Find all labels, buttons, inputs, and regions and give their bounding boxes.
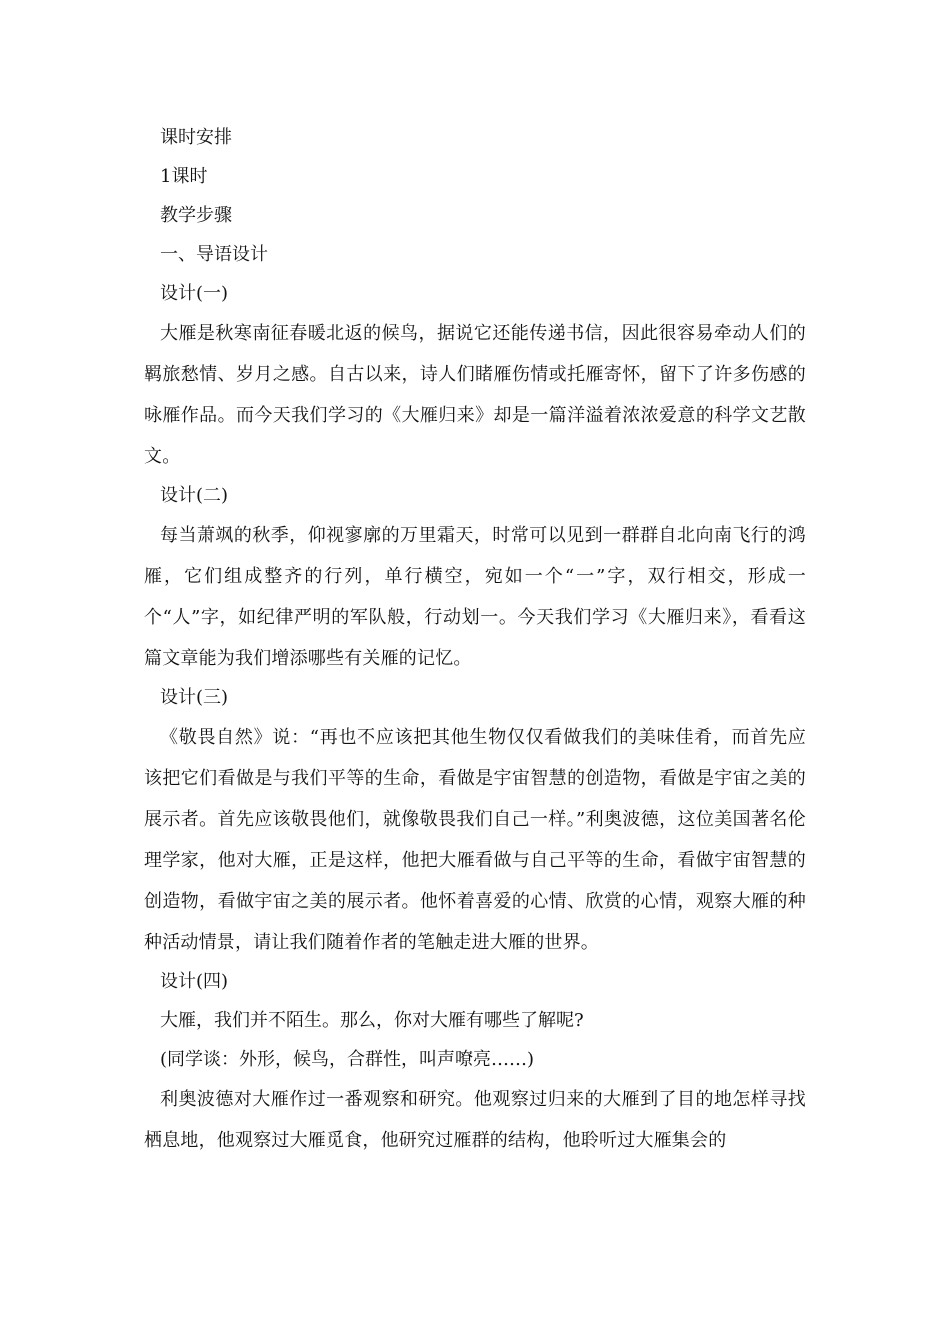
design-three-label: 设计(三) bbox=[160, 687, 229, 708]
document-body bbox=[144, 118, 806, 1160]
design-four-answer: (同学谈：外形，候鸟，合群性，叫声嘹亮……) bbox=[160, 1049, 535, 1070]
design-four-label: 设计(四) bbox=[160, 971, 229, 992]
design-three-paragraph: 《敬畏自然》说：“再也不应该把其他生物仅仅看做我们的美味佳肴，而首先应该把它们看做是与我们平等的生命，看做是宇宙智慧的创造物，看做是宇宙之美的展示者。首先应该敬畏他们，就像敬畏我们自己一样。”利奥波德，这位美国著名伦理学家，他对大雁，正是这样，他把大雁看做与自己平等的生命，看做宇宙智慧的创造物，看做宇宙之美的展示者。他怀着喜爱的心情、欣赏的心情，观察大雁的种种活动情景，请让我们随着作者的笔触走进大雁的世界。 bbox=[144, 727, 806, 953]
design-four-paragraph: 利奥波德对大雁作过一番观察和研究。他观察过归来的大雁到了目的地怎样寻找栖息地，他观察过大雁觅食，他研究过雁群的结构，他聆听过大雁集会的 bbox=[144, 1089, 806, 1151]
schedule-value: 1课时 bbox=[160, 166, 208, 187]
design-one-label: 设计(一) bbox=[160, 283, 229, 304]
design-four-question: 大雁，我们并不陌生。那么，你对大雁有哪些了解呢? bbox=[160, 1010, 584, 1031]
steps-heading: 教学步骤 bbox=[160, 205, 232, 226]
section-one-heading: 一、导语设计 bbox=[160, 244, 268, 265]
schedule-heading: 课时安排 bbox=[160, 127, 232, 148]
design-one-paragraph: 大雁是秋寒南征春暖北返的候鸟，据说它还能传递书信，因此很容易牵动人们的羁旅愁情、岁月之感。自古以来，诗人们睹雁伤情或托雁寄怀，留下了许多伤感的咏雁作品。而今天我们学习的《大雁归来》却是一篇洋溢着浓浓爱意的科学文艺散文。 bbox=[144, 323, 806, 467]
design-two-paragraph: 每当萧飒的秋季，仰视寥廓的万里霜天，时常可以见到一群群自北向南飞行的鸿雁，它们组成整齐的行列，单行横空，宛如一个“一”字，双行相交，形成一个“人”字，如纪律严明的军队般，行动划一。今天我们学习《大雁归来》，看看这篇文章能为我们增添哪些有关雁的记忆。 bbox=[144, 525, 806, 669]
design-two-label: 设计(二) bbox=[160, 485, 229, 506]
